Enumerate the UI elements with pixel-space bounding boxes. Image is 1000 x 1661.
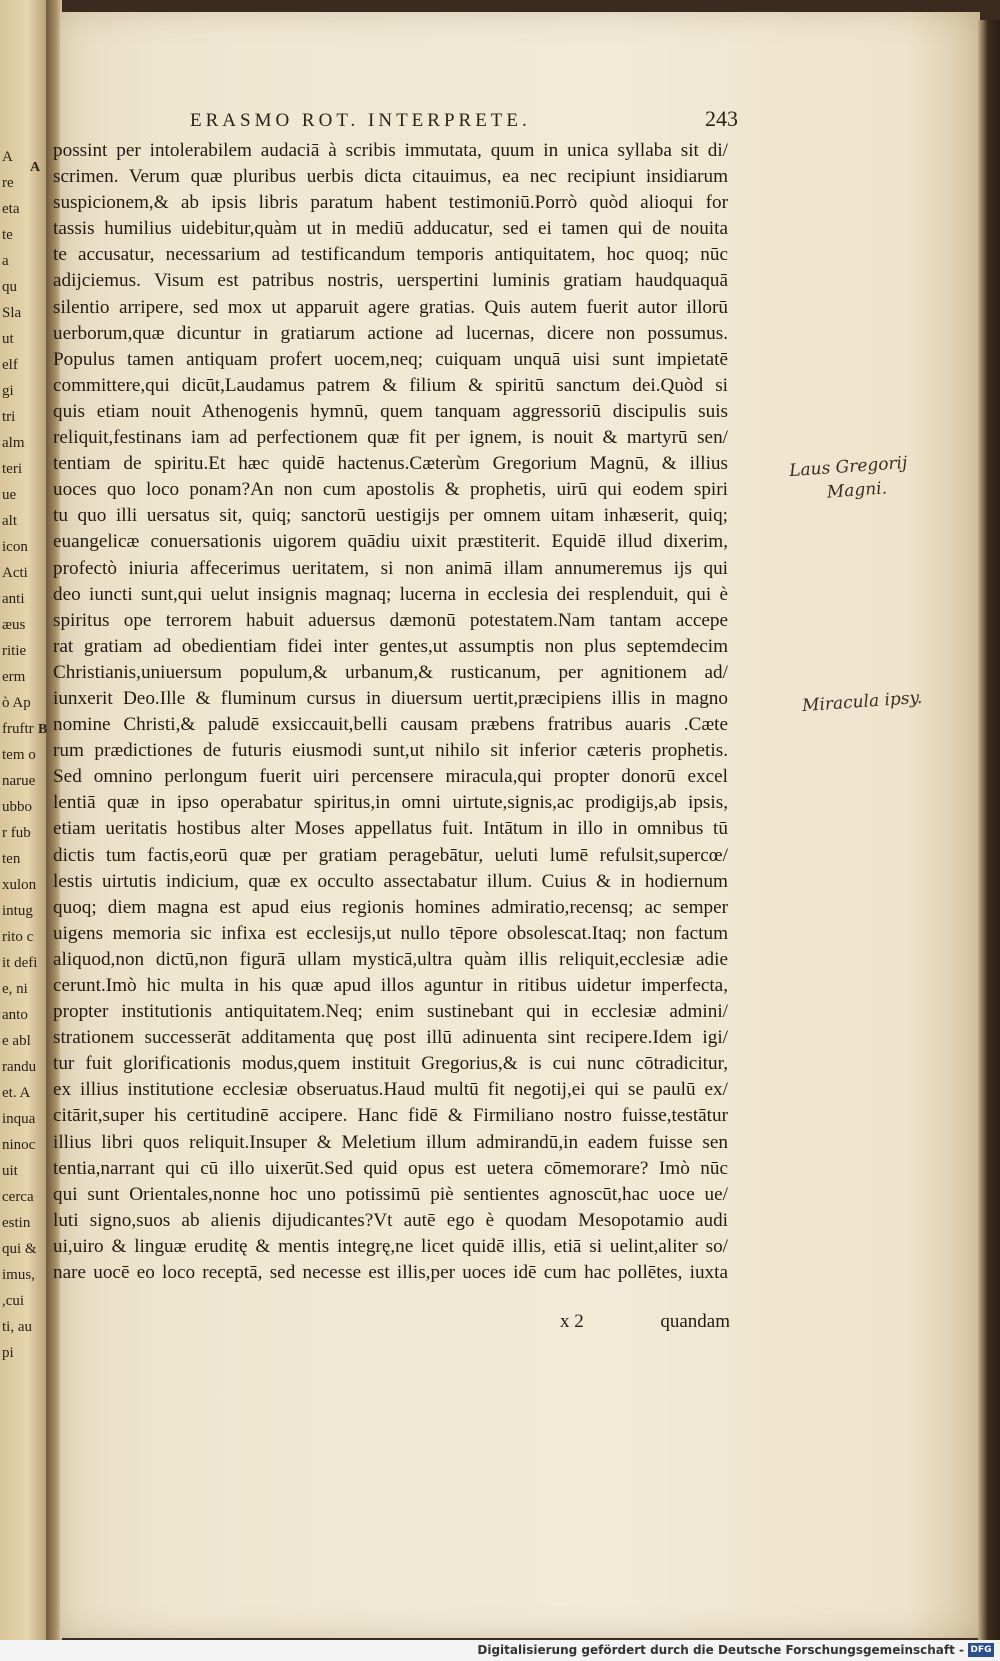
text-line: scrimen. Verum quæ pluribus uerbis dicta citauimus, ea nec recipiunt insidiarum xyxy=(53,166,728,188)
left-page-fragment: ti, au xyxy=(2,1320,32,1335)
text-line: deo iuncti sunt,qui uelut insignis magnaq; lucerna in ecclesia dei resplenduit, qui è xyxy=(53,583,728,605)
text-line: committere,qui dicūt,Laudamus patrem & filium & spiritū sanctum dei.Quòd si xyxy=(53,374,728,396)
left-page-fragment: ubbo xyxy=(2,800,32,815)
left-page-fragment: anto xyxy=(2,1008,28,1023)
left-page-fragment: ò Ap xyxy=(2,696,31,711)
marginal-note-laus-gregorii xyxy=(788,451,909,507)
text-line: uerborum,quæ dicuntur in gratiarum actione ad lucernas, dicere non possumus. xyxy=(53,322,728,344)
catchword: quandam xyxy=(660,1311,730,1332)
text-line: qui sunt Orientales,nonne hoc uno potissimū piè sentientes agnoscūt,hac uoce ue/ xyxy=(53,1183,728,1205)
left-page-fragment: erm xyxy=(2,670,26,685)
left-page-fragment: ,cui xyxy=(2,1294,25,1309)
text-line: aliquod,non dictū,non figurā ullam mysticā,ultra quàm illis reliquit,ecclesiæ adie xyxy=(53,948,728,970)
text-line: spiritus ope terrorem habuit aduersus dæmonū potestatem.Nam tantam accepe xyxy=(53,609,728,631)
text-line: etiam ueritatis hostibus alter Moses appellatus fuit. Intātum in illo in omnibus tū xyxy=(53,818,728,840)
left-page-fragment: ritie xyxy=(2,644,27,659)
left-page-fragment: Acti xyxy=(2,566,28,581)
text-line: rat gratiam ad obedientiam fidei inter gentes,ut assumptis non plus septemdecim xyxy=(53,635,728,657)
text-line: Christianis,uniuersum populum,& urbanum,& rusticanum, per agnitionem ad/ xyxy=(53,661,728,683)
text-line: euangelicæ conuersationis uigorem quādiu uixit præstiterit. Equidē illud dixerim, xyxy=(53,531,728,553)
left-page-fragment: ten xyxy=(2,852,21,867)
left-page-fragment: inqua xyxy=(2,1112,36,1127)
left-page-fragment: cerca xyxy=(2,1190,34,1205)
left-page-fragment: pi xyxy=(2,1346,14,1361)
text-line: possint per intolerabilem audaciā à scribis immutata, quum in unica syllaba sit di/ xyxy=(53,140,728,161)
left-page-fragment: rito c xyxy=(2,930,34,945)
left-page-fragment: tri xyxy=(2,410,16,425)
body-text xyxy=(53,138,728,1286)
left-page-fragment: æus xyxy=(2,618,26,633)
text-line: reliquit,festinans iam ad perfectionem quæ fit per ignem, is nouit & martyrū sen/ xyxy=(53,427,728,449)
left-page-fragment: Sla xyxy=(2,306,22,321)
left-page-fragment: alt xyxy=(2,514,17,529)
left-page-fragment: r fub xyxy=(2,826,31,841)
text-line: rum prædictiones de futuris eiusmodi sunt,ut nihilo sit inferior cæteris prophetis. xyxy=(53,740,728,762)
left-page-fragment: gi xyxy=(2,384,14,399)
text-line: luti signo,suos ab alienis dijudicantes?Vt autē ego è quodam Mesopotamio audi xyxy=(53,1209,728,1231)
text-line: tentia,narrant qui cū illo uixerūt.Sed quid opus est uetera cōmemorare? Imò nūc xyxy=(53,1157,728,1179)
text-line: illius libri quos reliquit.Insuper & Meletium illum admirandū,in eadem fuisse sen xyxy=(53,1131,728,1153)
left-page-fragment: ue xyxy=(2,488,17,503)
text-line: uigens memoria sic infixa est ecclesijs,ut nullo tēpore obsolescat.Itaq; non factum xyxy=(53,922,728,944)
dfg-logo: DFG xyxy=(968,1643,994,1657)
text-line: uoces quo loco ponam?An non cum apostolis & prophetis, uirū qui eodem spiri xyxy=(53,479,728,501)
left-page-fragment: elf xyxy=(2,358,18,373)
margin-letter-b: B xyxy=(38,722,48,737)
left-page-fragment: intug xyxy=(2,904,33,919)
text-line: nomine Christi,& paludē exsiccauit,belli causam præbens fratribus auaris .Cæte xyxy=(53,714,728,736)
text-line: strationem successerāt additamenta quę post illū adinuenta sint recipere.Idem igi/ xyxy=(53,1027,728,1049)
left-page-fragment: ninoc xyxy=(2,1138,36,1153)
text-line: profectò iniuria affecerimus ueritatem, si non animā illam annumeremus ijs qui xyxy=(53,557,728,579)
left-page-fragment: tem o xyxy=(2,748,36,763)
left-page-fragment: teri xyxy=(2,462,22,477)
marginal-note-line: Laus Gregorij xyxy=(788,452,908,482)
left-page-fragment: icon xyxy=(2,540,28,555)
text-line: ex illius institutione ecclesiæ obseruatus.Haud multū fit negotij,ei qui se paulū ex/ xyxy=(53,1079,728,1101)
marginal-note-line: Miracula ipsy. xyxy=(801,687,923,717)
left-page-fragment: e abl xyxy=(2,1034,31,1049)
right-page-edge xyxy=(978,20,1000,1640)
left-facing-page-edge xyxy=(0,0,46,1640)
left-page-fragment: e, ni xyxy=(2,982,28,997)
text-line: tentiam de spiritu.Et hæc quidē hactenus.Cæterùm Gregorium Magnū, & illius xyxy=(53,453,728,475)
digitization-footer xyxy=(0,1640,1000,1661)
left-page-fragment: anti xyxy=(2,592,25,607)
text-line: citārit,super his certitudinē accipere. Hanc fidē & Firmiliano nostro fuisse,testātur xyxy=(53,1105,728,1127)
text-line: suspicionem,& ab ipsis libris paratum habent testimoniū.Porrò quòd alioqui for xyxy=(53,192,728,214)
left-page-fragment: uit xyxy=(2,1164,18,1179)
page-number: 243 xyxy=(705,106,738,131)
marginal-note-line: Magni. xyxy=(826,478,888,503)
text-line: tassis humilius uidebitur,quàm ut in mediū adducatur, sed ei tamen qui de nouita xyxy=(53,218,728,240)
text-line: nare uocē eo loco receptā, sed necesse est illis,per uoces idē cum hac pollētes, iuxta xyxy=(53,1262,728,1284)
left-page-fragment: et. A xyxy=(2,1086,31,1101)
left-page-fragment: alm xyxy=(2,436,25,451)
text-line: quis etiam nouit Athenogenis hymnū, quem tanquam aggressoriū discipulis suis xyxy=(53,400,728,422)
footer-credit: Digitalisierung gefördert durch die Deutsche Forschungsgemeinschaft - xyxy=(477,1643,964,1657)
text-line: te accusatur, necessarium ad testificandum temporis antiquitatem, hoc quoq; nūc xyxy=(53,244,728,266)
text-line: adijciemus. Visum est patribus nostris, uerspertini luminis gratiam haudquaquā xyxy=(53,270,728,292)
text-line: silentio arripere, sed mox ut apparuit agere gratias. Quis autem fuerit autor illorū xyxy=(53,296,728,318)
left-page-fragment: xulon xyxy=(2,878,37,893)
text-line: iunxerit Deo.Ille & fluminum cursus in diuersum uertit,præcipiens illis in magno xyxy=(53,687,728,709)
left-page-fragment: eta xyxy=(2,202,20,217)
text-line: Populus tamen antiquam profert uocem,neq; cuiquam unquā uisi sunt impietatē xyxy=(53,348,728,370)
text-line: Sed omnino perlongum fuerit uiri percensere miracula,qui propter donorū excel xyxy=(53,766,728,788)
text-line: ui,uiro & linguæ eruditę & mentis integrę,ne licet quidē illis, etiā si uelint,aliter so/ xyxy=(53,1235,728,1257)
text-line: lentiā quæ in ipso operabatur spiritus,in omni uirtute,signis,ac prodigijs,ab ipsis, xyxy=(53,792,728,814)
left-page-fragment: qu xyxy=(2,280,17,295)
running-head: ERASMO ROT. INTERPRETE. xyxy=(190,110,531,131)
left-page-fragment: qui & xyxy=(2,1242,37,1257)
left-page-fragment: imus, xyxy=(2,1268,35,1283)
text-line: dictis tum factis,eorū quæ per gratiam peragebātur, ueluti lumē refulsit,supercœ/ xyxy=(53,844,728,866)
left-page-fragment: ut xyxy=(2,332,14,347)
left-page-fragment: estin xyxy=(2,1216,31,1231)
left-page-fragment: randu xyxy=(2,1060,37,1075)
margin-letter-a: A xyxy=(30,160,41,175)
left-page-fragment: fruftr xyxy=(2,722,34,737)
left-page-fragment: re xyxy=(2,176,14,191)
left-page-fragment: narue xyxy=(2,774,36,789)
text-line: quoq; diem magna est apud eius regionis homines admiratio,recensq; ac semper xyxy=(53,896,728,918)
footer-line xyxy=(560,1311,730,1337)
signature-mark: x 2 xyxy=(560,1311,584,1332)
left-page-fragment: A xyxy=(2,150,13,165)
text-line: propter institutionis antiquitatem.Neq; enim sustinebant qui in ecclesiæ admini/ xyxy=(53,1001,728,1023)
text-line: cerunt.Imò hic multa in his quæ apud illos aguntur in ritibus uidetur imperfecta, xyxy=(53,975,728,996)
text-line: tur fuit glorificationis modus,quem instituit Gregorius,& is cui nunc cōtradicitur, xyxy=(53,1053,728,1075)
left-page-fragment: a xyxy=(2,254,9,269)
left-page-fragment: te xyxy=(2,228,13,243)
text-line: lestis uirtutis indicium, quæ ex occulto assectabatur illum. Cuius & in hodiernum xyxy=(53,870,728,892)
left-page-fragment: it defi xyxy=(2,956,38,971)
text-line: tu quo illi uersatus sit, quiq; sanctorū uestigijs per omnem uitam inhæserit, quiq; xyxy=(53,505,728,527)
